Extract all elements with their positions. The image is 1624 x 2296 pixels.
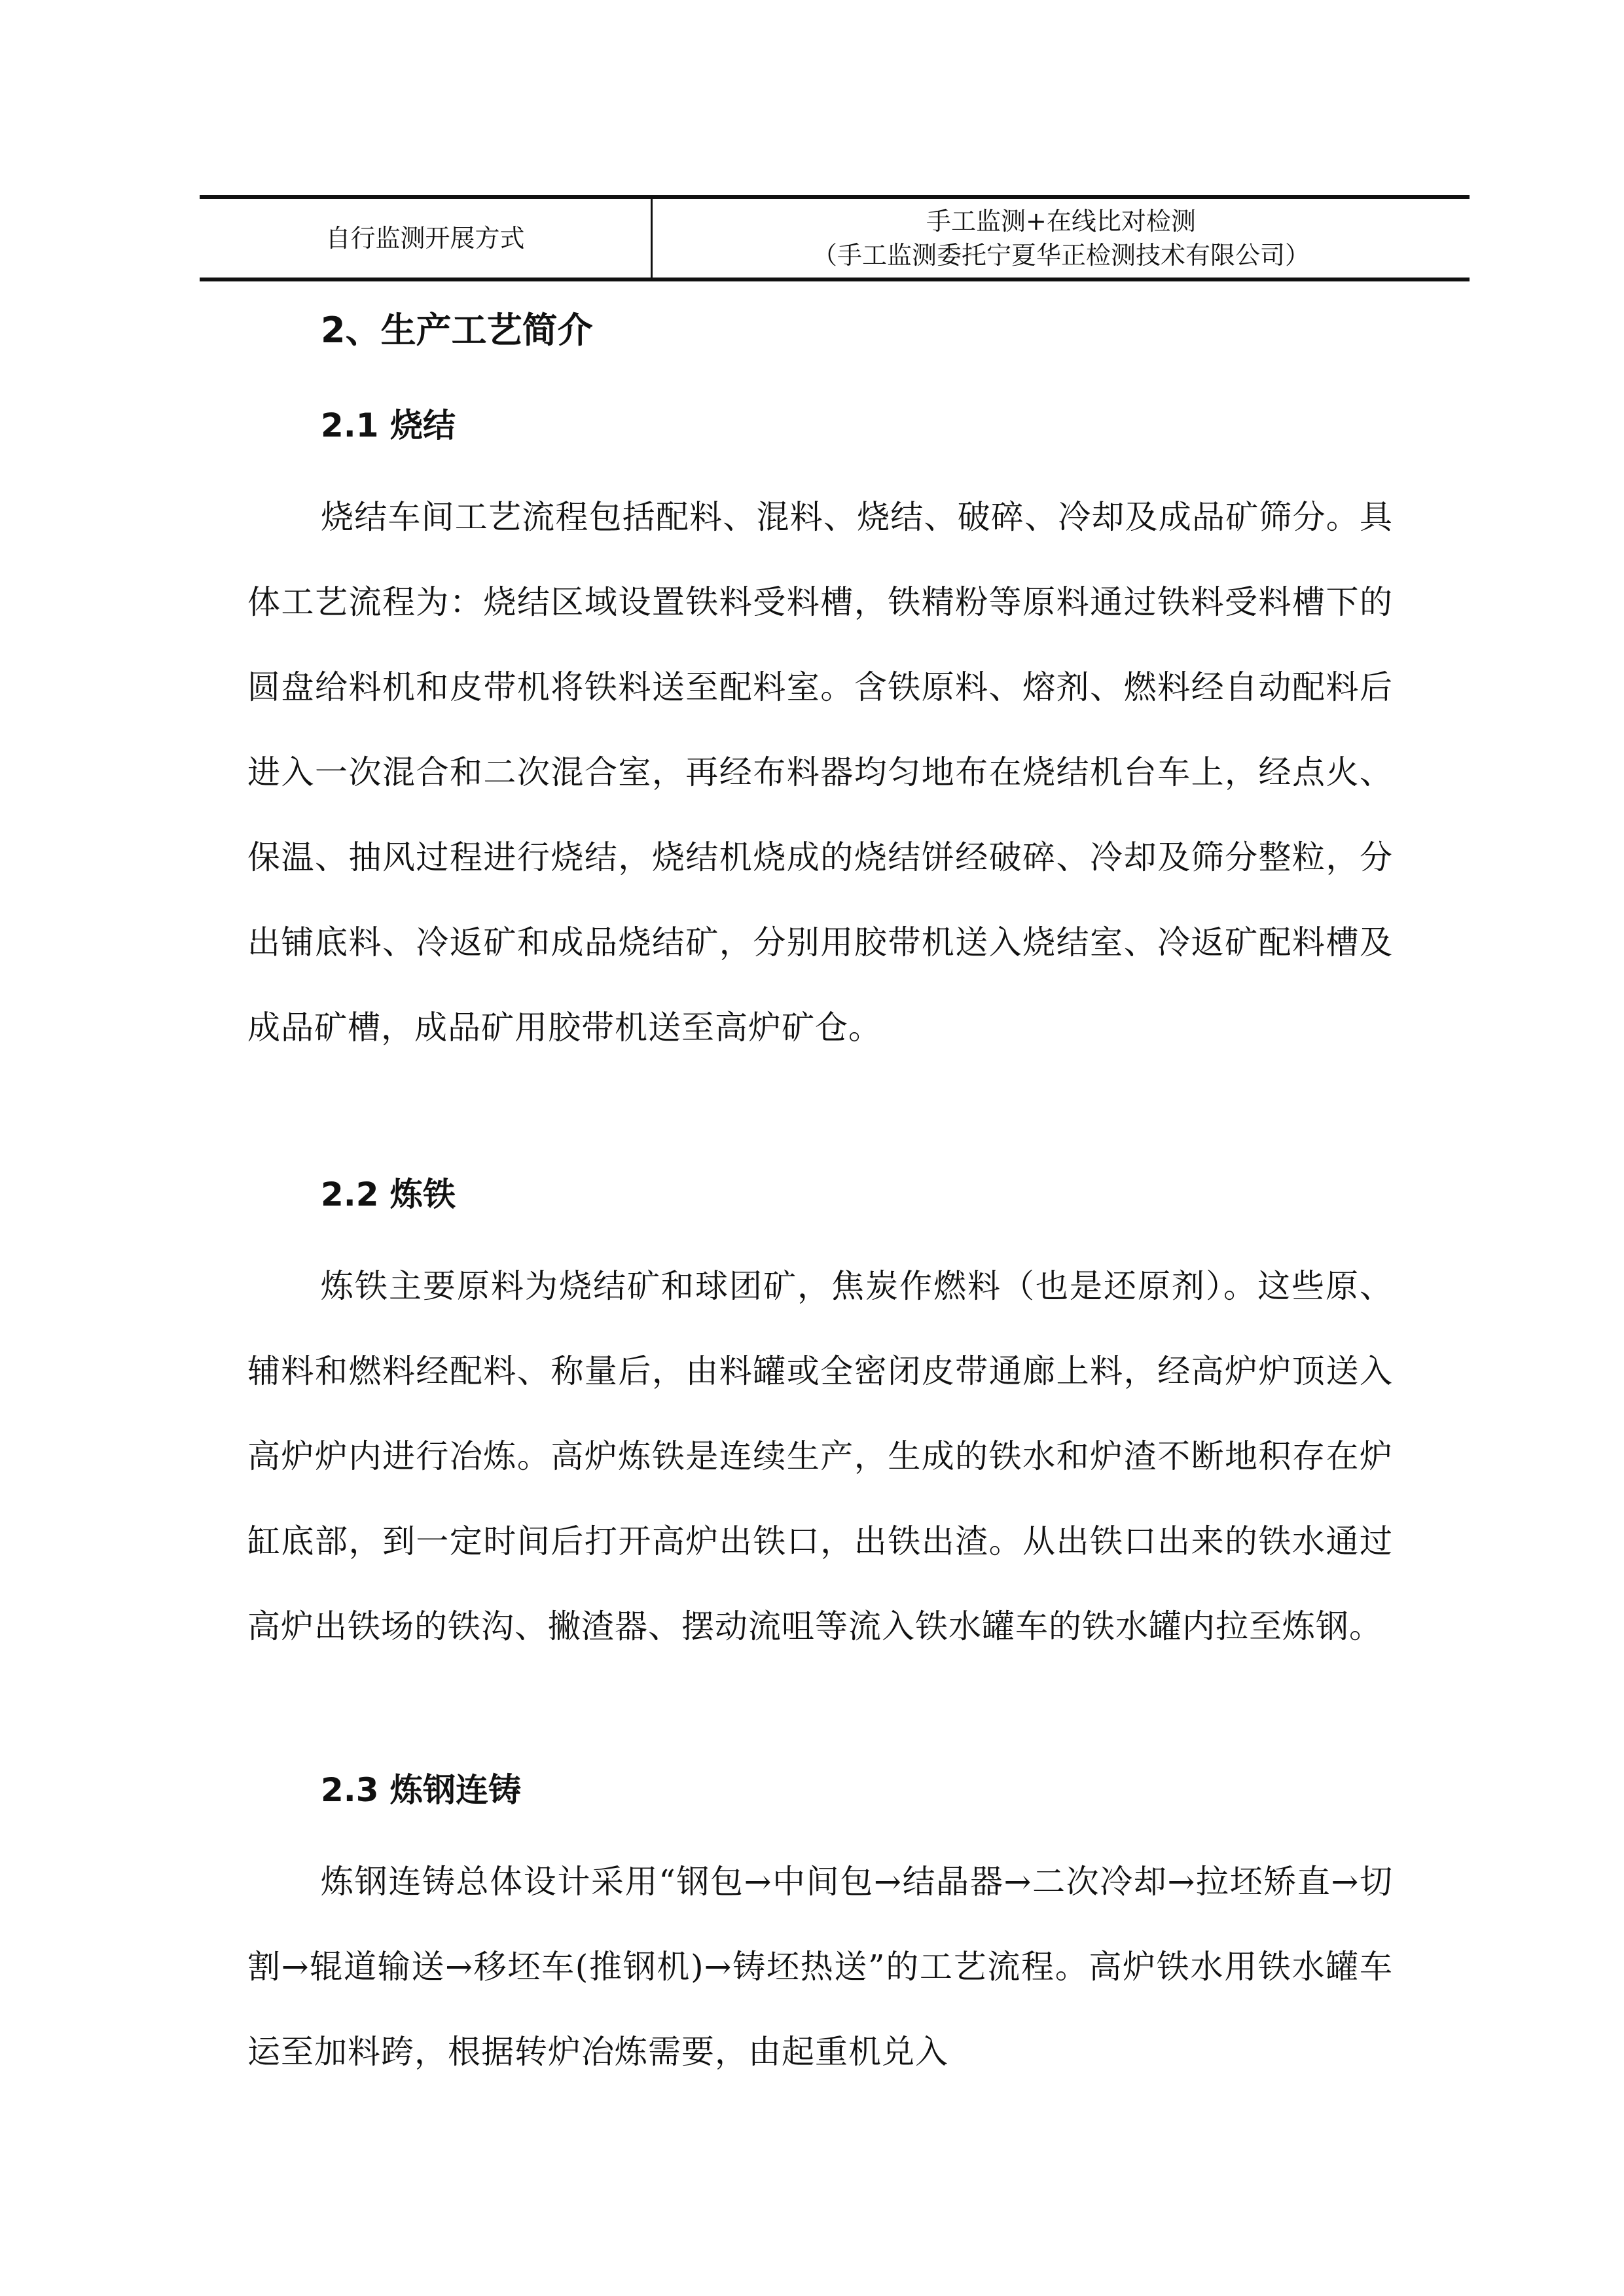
table-value-cell	[651, 197, 1470, 279]
table-label-cell	[200, 197, 651, 279]
section-title: 2、生产工艺简介	[321, 310, 593, 351]
subsection-heading-ironmaking: 2.2 炼铁	[321, 1175, 456, 1213]
table-value-line-1: 手工监测+在线比对检测	[926, 207, 1196, 236]
paragraph-sintering: 烧结车间工艺流程包括配料、混料、烧结、破碎、冷却及成品矿筛分。具体工艺流程为：烧结区域设置铁料受料槽，铁精粉等原料通过铁料受料槽下的圆盘给料机和皮带机将铁料送至配料室。含铁原料、熔剂、燃料经自动配料后进入一次混合和二次混合室，再经布料器均匀地布在烧结机台车上，经点火、保温、抽风过程进行烧结，烧结机烧成的烧结饼经破碎、冷却及筛分整粒，分出铺底料、冷返矿和成品烧结矿，分别用胶带机送入烧结室、冷返矿配料槽及成品矿槽，成品矿用胶带机送至高炉矿仓。	[247, 498, 1393, 1047]
monitoring-method-table	[200, 195, 1470, 281]
table-row	[200, 197, 1470, 279]
table-value-line-2: （手工监测委托宁夏华正检测技术有限公司）	[812, 241, 1310, 270]
subsection-heading-steelmaking: 2.3 炼钢连铸	[321, 1771, 521, 1809]
subsection-heading-sintering: 2.1 烧结	[321, 406, 456, 444]
table-label: 自行监测开展方式	[325, 224, 525, 253]
paragraph-ironmaking: 炼铁主要原料为烧结矿和球团矿，焦炭作燃料（也是还原剂）。这些原、辅料和燃料经配料、称量后，由料罐或全密闭皮带通廊上料，经高炉炉顶送入高炉炉内进行冶炼。高炉炼铁是连续生产，生成的铁水和炉渣不断地积存在炉缸底部，到一定时间后打开高炉出铁口，出铁出渣。从出铁口出来的铁水通过高炉出铁场的铁沟、撇渣器、摆动流咀等流入铁水罐车的铁水罐内拉至炼钢。	[247, 1267, 1393, 1645]
paragraph-steelmaking: 炼钢连铸总体设计采用“钢包→中间包→结晶器→二次冷却→拉坯矫直→切割→辊道输送→移坯车(推钢机)→铸坯热送”的工艺流程。高炉铁水用铁水罐车运至加料跨，根据转炉冶炼需要，由起重机兑入	[247, 1863, 1393, 2071]
